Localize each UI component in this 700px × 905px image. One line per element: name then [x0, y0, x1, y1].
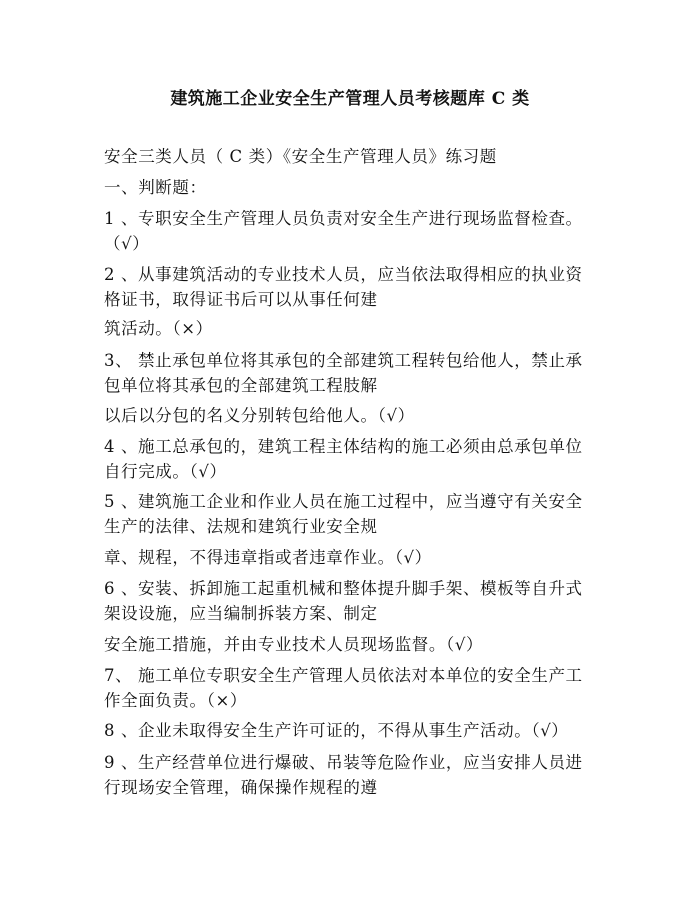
question-2-line-2: 格证书，取得证书后可以从事任何建 [104, 290, 378, 309]
question-2-line-1: 2 、从事建筑活动的专业技术人员，应当依法取得相应的执业资 [104, 265, 583, 284]
question-5-line-3: 章、规程，不得违章指或者违章作业。（√） [104, 548, 432, 567]
question-5-line-1: 5 、建筑施工企业和作业人员在施工过程中，应当遵守有关安全 [104, 492, 583, 511]
document-title: 建筑施工企业安全生产管理人员考核题库 C 类 [170, 89, 530, 109]
question-3-line-3: 以后以分包的名义分别转包给他人。（√） [104, 406, 415, 425]
question-4-line-1: 4 、施工总承包的，建筑工程主体结构的施工必须由总承包单位 [104, 437, 583, 456]
question-7-line-1: 7、 施工单位专职安全生产管理人员依法对本单位的安全生产工 [104, 666, 583, 685]
question-1-line-2: （√） [104, 234, 150, 253]
document-subtitle: 安全三类人员（ C 类）《安全生产管理人员》练习题 [104, 147, 497, 166]
question-8-line-1: 8 、企业未取得安全生产许可证的，不得从事生产活动。（√） [104, 721, 569, 740]
question-4-line-2: 自行完成。（√） [104, 462, 227, 481]
question-5-line-2: 生产的法律、法规和建筑行业安全规 [104, 517, 378, 536]
section-heading: 一、判断题： [104, 178, 207, 197]
question-9-line-2: 行现场安全管理，确保操作规程的遵 [104, 778, 378, 797]
question-6-line-2: 架设设施，应当编制拆装方案、制定 [104, 604, 378, 623]
question-9-line-1: 9 、生产经营单位进行爆破、吊装等危险作业，应当安排人员进 [104, 753, 583, 772]
question-7-line-2: 作全面负责。（×） [104, 691, 247, 710]
question-2-line-3: 筑活动。（×） [104, 319, 213, 338]
question-1-line-1: 1 、专职安全生产管理人员负责对安全生产进行现场监督检查。 [104, 209, 583, 228]
question-6-line-3: 安全施工措施，并由专业技术人员现场监督。（√） [104, 635, 484, 654]
question-3-line-2: 包单位将其承包的全部建筑工程肢解 [104, 376, 378, 395]
question-6-line-1: 6 、安装、拆卸施工起重机械和整体提升脚手架、模板等自升式 [104, 579, 583, 598]
question-3-line-1: 3、 禁止承包单位将其承包的全部建筑工程转包给他人，禁止承 [104, 351, 583, 370]
